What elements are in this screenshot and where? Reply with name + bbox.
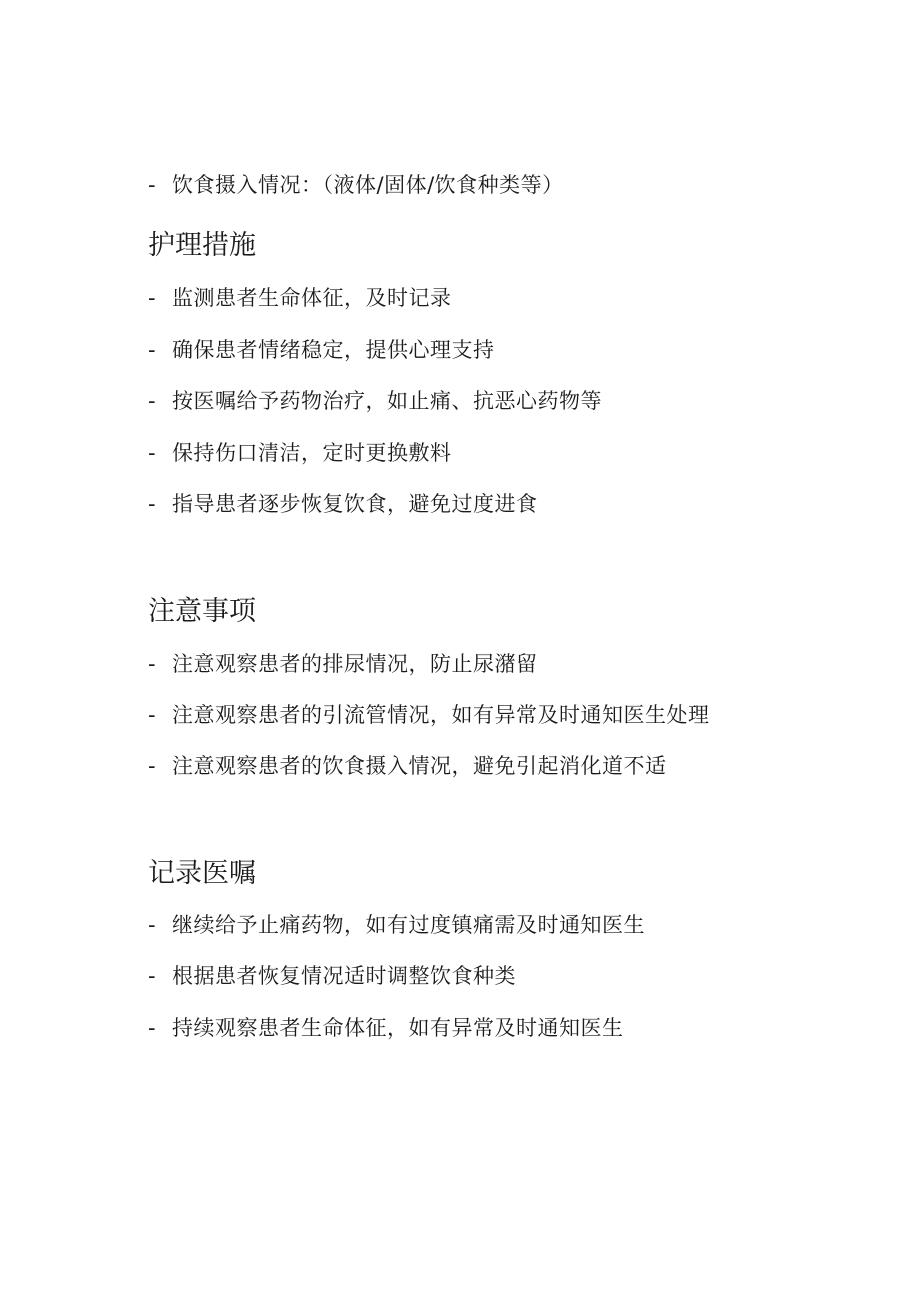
list-item: [148, 962, 516, 990]
list-item-text: 继续给予止痛药物，如有过度镇痛需及时通知医生: [172, 913, 645, 937]
section-heading-nursing-measures: 护理措施: [148, 230, 256, 261]
list-item: [148, 1014, 624, 1042]
list-item-text: 监测患者生命体征，及时记录: [172, 286, 452, 310]
bullet-dash: -: [148, 492, 157, 516]
list-item-diet-intake: [148, 171, 564, 199]
list-item: [148, 387, 602, 415]
list-item: [148, 336, 495, 364]
list-item-text: 根据患者恢复情况适时调整饮食种类: [172, 964, 516, 988]
list-item-text: 确保患者情绪稳定，提供心理支持: [172, 338, 495, 362]
bullet-dash: -: [148, 173, 157, 197]
bullet-dash: -: [148, 286, 157, 310]
list-item: [148, 490, 538, 518]
list-item: [148, 284, 452, 312]
section-heading-medical-orders: 记录医嘱: [148, 858, 256, 889]
list-item-text: 饮食摄入情况：（液体/固体/饮食种类等）: [172, 173, 564, 197]
list-item: [148, 650, 538, 678]
list-item-text: 注意观察患者的饮食摄入情况，避免引起消化道不适: [172, 754, 667, 778]
section-heading-precautions: 注意事项: [148, 596, 256, 627]
list-item-text: 按医嘱给予药物治疗，如止痛、抗恶心药物等: [172, 389, 602, 413]
bullet-dash: -: [148, 964, 157, 988]
list-item: [148, 752, 667, 780]
bullet-dash: -: [148, 441, 157, 465]
list-item-text: 注意观察患者的引流管情况，如有异常及时通知医生处理: [172, 703, 710, 727]
bullet-dash: -: [148, 338, 157, 362]
list-item: [148, 911, 645, 939]
list-item-text: 持续观察患者生命体征，如有异常及时通知医生: [172, 1016, 624, 1040]
list-item-text: 指导患者逐步恢复饮食，避免过度进食: [172, 492, 538, 516]
bullet-dash: -: [148, 703, 157, 727]
bullet-dash: -: [148, 754, 157, 778]
list-item: [148, 439, 452, 467]
list-item: [148, 701, 710, 729]
list-item-text: 注意观察患者的排尿情况，防止尿潴留: [172, 652, 538, 676]
bullet-dash: -: [148, 652, 157, 676]
list-item-text: 保持伤口清洁，定时更换敷料: [172, 441, 452, 465]
bullet-dash: -: [148, 389, 157, 413]
bullet-dash: -: [148, 1016, 157, 1040]
bullet-dash: -: [148, 913, 157, 937]
